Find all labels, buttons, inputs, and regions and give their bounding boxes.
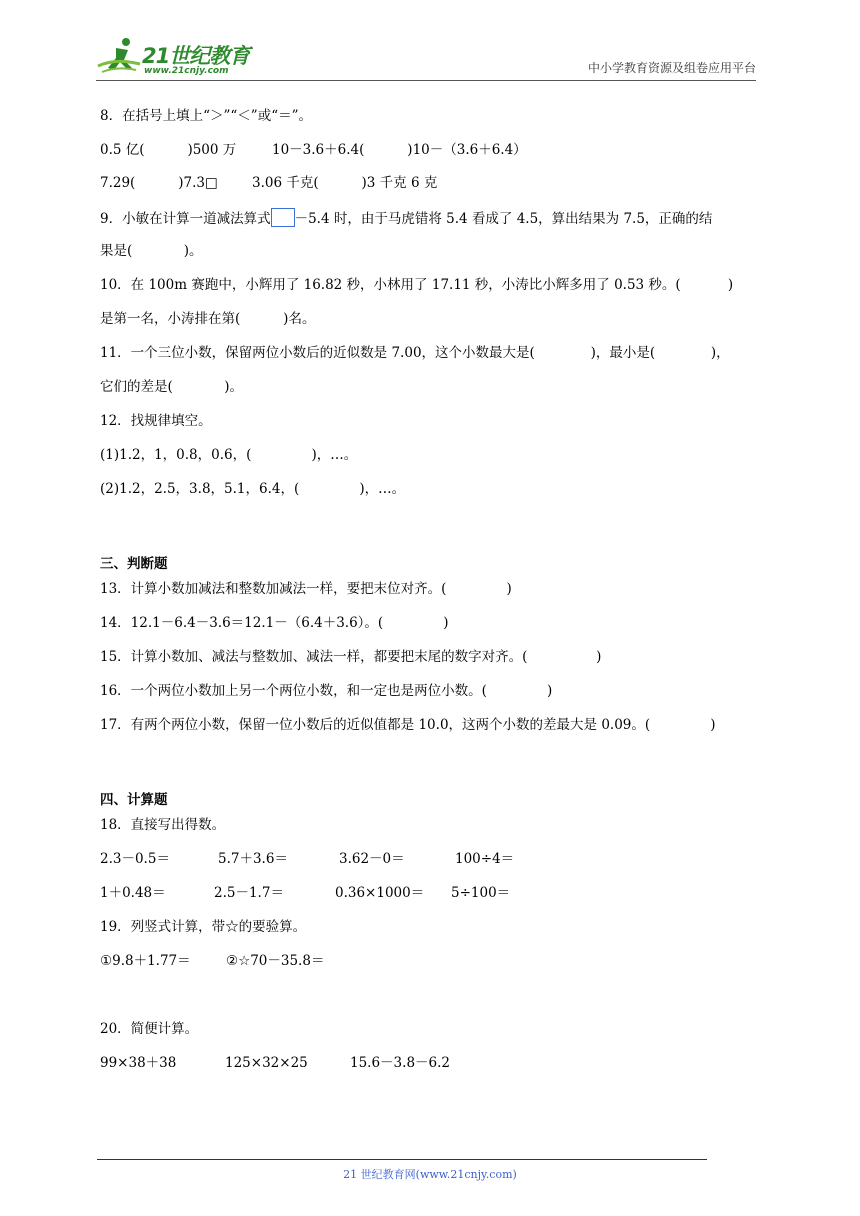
q18-title: 18．直接写出得数。	[100, 817, 226, 833]
q11-line-2: 它们的差是( )。	[100, 379, 244, 395]
q19-item: ②☆70－35.8＝	[226, 953, 325, 969]
q13: 13．计算小数加减法和整数加减法一样，要把末位对齐。( )	[100, 581, 512, 597]
q14: 14．12.1－6.4－3.6＝12.1－（6.4＋3.6）。( )	[100, 615, 449, 631]
q20-title: 20．简便计算。	[100, 1021, 199, 1037]
q16: 16．一个两位小数加上另一个两位小数，和一定也是两位小数。( )	[100, 683, 553, 699]
runner-logo-icon	[96, 36, 144, 76]
q8-item-3: 7.29( )7.3□	[100, 175, 218, 191]
footer-link[interactable]: 21 世纪教育网(www.21cnjy.com)	[343, 1168, 517, 1181]
q15: 15．计算小数加、减法与整数加、减法一样，都要把末尾的数字对齐。( )	[100, 649, 602, 665]
q10-line-2: 是第一名，小涛排在第( )名。	[100, 311, 316, 327]
section-4-title: 四、计算题	[100, 792, 168, 808]
q12-title: 12．找规律填空。	[100, 413, 212, 429]
q18-item: 5÷100＝	[451, 885, 511, 901]
q17: 17．有两个两位小数，保留一位小数后的近似值都是 10.0，这两个小数的差最大是 0.09。( )	[100, 717, 716, 733]
q18-item: 3.62－0＝	[339, 851, 405, 867]
q19-title: 19．列竖式计算，带☆的要验算。	[100, 919, 307, 935]
section-3-title: 三、判断题	[100, 556, 168, 572]
q9-text-b: －5.4 时，由于马虎错将 5.4 看成了 4.5，算出结果为 7.5，正确的结	[294, 211, 713, 227]
header-platform-name: 中小学教育资源及组卷应用平台	[587, 61, 756, 75]
q9-line-2: 果是( )。	[100, 243, 203, 259]
q11-line-1: 11．一个三位小数，保留两位小数后的近似数是 7.00，这个小数最大是( )，最小是( )，	[100, 345, 730, 361]
q8-item-1: 0.5 亿( )500 万	[100, 142, 237, 158]
page-header	[96, 34, 756, 81]
q9-text-a: 9．小敏在计算一道减法算式	[100, 211, 271, 227]
q12-part-2: (2)1.2，2.5，3.8，5.1，6.4，( )，…。	[100, 481, 406, 497]
logo-text: 21世纪教育	[142, 44, 250, 68]
q18-item: 1＋0.48＝	[100, 885, 166, 901]
footer-divider	[97, 1159, 707, 1160]
q9-blank-box[interactable]	[271, 208, 295, 227]
q12-part-1: (1)1.2，1，0.8，0.6，( )，…。	[100, 447, 358, 463]
q18-item: 2.3－0.5＝	[100, 851, 170, 867]
q8-title: 8．在括号上填上“＞”“＜”或“＝”。	[100, 108, 312, 124]
q8-item-2: 10－3.6＋6.4( )10－（3.6＋6.4）	[272, 142, 527, 158]
q18-item: 100÷4＝	[455, 851, 515, 867]
q20-item: 15.6－3.8－6.2	[350, 1055, 450, 1071]
q10-line-1: 10．在 100m 赛跑中，小辉用了 16.82 秒，小林用了 17.11 秒，小涛比小辉多用了 0.53 秒。( )	[100, 277, 734, 293]
q8-item-4: 3.06 千克( )3 千克 6 克	[252, 175, 438, 191]
q9-line-1	[100, 208, 712, 228]
q19-item: ①9.8＋1.77＝	[100, 953, 191, 969]
q18-item: 5.7＋3.6＝	[218, 851, 288, 867]
logo-url: www.21cnjy.com	[144, 66, 229, 76]
logo	[96, 34, 266, 78]
q20-item: 99×38＋38	[100, 1055, 177, 1071]
q20-item: 125×32×25	[225, 1055, 308, 1071]
q18-item: 2.5－1.7＝	[214, 885, 284, 901]
q18-item: 0.36×1000＝	[335, 885, 425, 901]
